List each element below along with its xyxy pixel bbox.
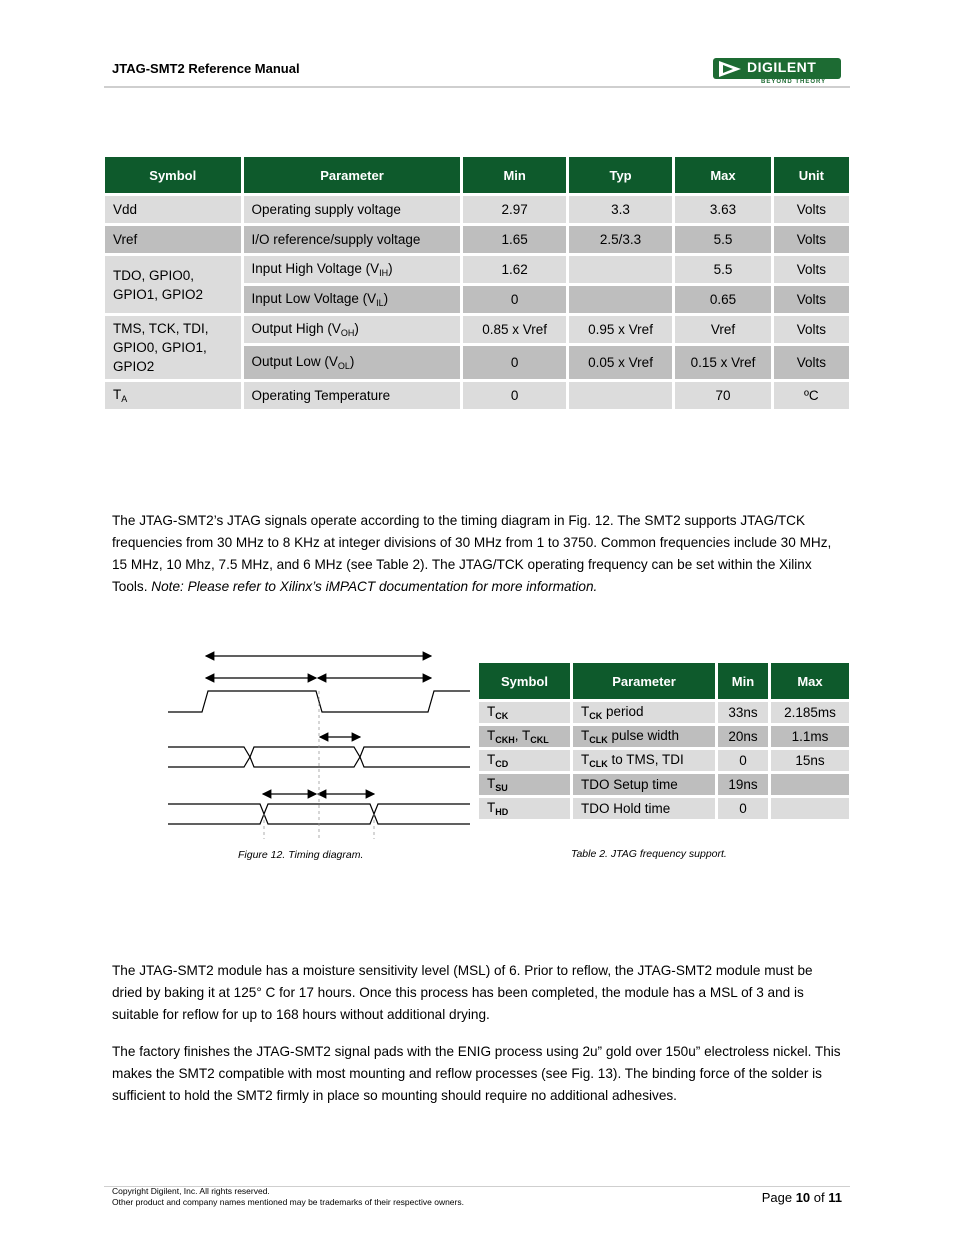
table-row: [479, 750, 849, 771]
table-row: [479, 726, 849, 747]
cell-unit: Volts: [774, 256, 849, 283]
cell-max: 70: [675, 382, 770, 409]
timing-paragraph: The JTAG-SMT2’s JTAG signals operate according to the timing diagram in Fig. 12. The SMT2 supports JTAG/TCK frequencies from 30 MHz to 8 KHz at integer divisions of 30 MHz from 1 to 3750. Common frequencies include 30 MHz, 15 MHz, 10 Mhz, 7.5 MHz, and 6 MHz (see Table 2). The JTAG/TCK operating frequency can be set within the Xilinx Tools. Note: Please refer to Xilinx’s iMPACT documentation for more information.: [112, 513, 832, 594]
enig-paragraph: The factory finishes the JTAG-SMT2 signal pads with the ENIG process using 2u” gold over 150u” electroless nickel. This makes the SMT2 compatible with most mounting and reflow processes (see Fig. 13). The binding force of the solder is sufficient to hold the SMT2 firmly in place so mounting should require no additional adhesives.: [112, 1044, 841, 1103]
cell-typ: [569, 382, 672, 409]
cell-typ: 2.5/3.3: [569, 226, 672, 253]
cell-unit: Volts: [774, 226, 849, 253]
cell-parameter: Output High $(V_{OH})$: [244, 316, 461, 343]
cell-max: 2.185ms: [771, 702, 849, 723]
table-caption: Table 2. JTAG frequency support.: [571, 848, 727, 860]
cell-typ: 0.05 x Vref: [569, 346, 672, 379]
cell-min: 19ns: [718, 774, 768, 795]
cell-min: 33ns: [718, 702, 768, 723]
cell-parameter: Operating Temperature: [244, 382, 461, 409]
cell-symbol: $T_{CKH}$, $T_{CKL}$: [479, 726, 570, 747]
cell-max: 3.63: [675, 196, 770, 223]
col-header-max: Max: [771, 663, 849, 699]
cell-min: 1.62: [463, 256, 565, 283]
cell-typ: [569, 256, 672, 283]
cell-symbol: $T_A$: [105, 382, 241, 409]
cell-max: 5.5: [675, 256, 770, 283]
col-header-symbol: Symbol: [479, 663, 570, 699]
cell-parameter: I/O reference/supply voltage: [244, 226, 461, 253]
cell-min: 0.85 x Vref: [463, 316, 565, 343]
header-rule: [104, 86, 850, 88]
col-header-typ: Typ: [569, 157, 672, 193]
cell-max: 15ns: [771, 750, 849, 771]
cell-parameter: TDO Hold time: [573, 798, 715, 819]
table-header-row: [479, 663, 849, 699]
cell-symbol: $T_{CK}$: [479, 702, 570, 723]
logo-triangle-icon: [717, 59, 745, 79]
col-header-parameter: Parameter: [244, 157, 461, 193]
table-row: [105, 316, 849, 343]
col-header-min: Min: [463, 157, 565, 193]
table-row: [479, 702, 849, 723]
copyright-text: Copyright Digilent, Inc. All rights reserved.: [112, 1186, 270, 1196]
table-header-row: [105, 157, 849, 193]
table-row: [105, 256, 849, 283]
table-row: [479, 774, 849, 795]
table-row: [105, 382, 849, 409]
cell-min: 0: [718, 750, 768, 771]
cell-max: 0.65: [675, 286, 770, 313]
timing-diagram: [166, 644, 472, 844]
cell-typ: 0.95 x Vref: [569, 316, 672, 343]
cell-unit: Volts: [774, 346, 849, 379]
cell-parameter: TDO Setup time: [573, 774, 715, 795]
cell-unit: Volts: [774, 196, 849, 223]
cell-max: 0.15 x Vref: [675, 346, 770, 379]
cell-symbol: $T_{SU}$: [479, 774, 570, 795]
cell-min: 2.97: [463, 196, 565, 223]
cell-max: Vref: [675, 316, 770, 343]
cell-parameter: Output Low $(V_{OL})$: [244, 346, 461, 379]
cell-symbol: Vdd: [105, 196, 241, 223]
col-header-unit: Unit: [774, 157, 849, 193]
table-row: [105, 226, 849, 253]
cell-parameter: $T_{CK}$ period: [573, 702, 715, 723]
col-header-parameter: Parameter: [573, 663, 715, 699]
cell-min: 0: [718, 798, 768, 819]
cell-min: 0: [463, 346, 565, 379]
cell-max: 5.5: [675, 226, 770, 253]
figure-caption: Figure 12. Timing diagram.: [238, 849, 364, 861]
logo-text: DIGILENT: [747, 59, 817, 75]
page-number: Page 10 of 11: [761, 1190, 842, 1205]
logo-tagline: BEYOND THEORY: [761, 79, 827, 85]
cell-symbol: TDO, GPIO0, GPIO1, GPIO2: [105, 256, 241, 313]
jtag-frequency-table: [476, 660, 852, 822]
cell-symbol: $T_{HD}$: [479, 798, 570, 819]
cell-symbol: TMS, TCK, TDI, GPIO0, GPIO1, GPIO2: [105, 316, 241, 379]
cell-unit: ºC: [774, 382, 849, 409]
tck-waveform: [168, 691, 470, 712]
col-header-symbol: Symbol: [105, 157, 241, 193]
trademark-text: Other product and company names mentioned may be trademarks of their respective owners.: [112, 1197, 464, 1207]
col-header-max: Max: [675, 157, 770, 193]
cell-max: 1.1ms: [771, 726, 849, 747]
electrical-spec-table: [102, 154, 852, 412]
document-title: JTAG-SMT2 Reference Manual: [112, 61, 300, 76]
table-row: [479, 798, 849, 819]
note-text: Note: Please refer to Xilinx’s iMPACT documentation for more information.: [151, 579, 598, 594]
cell-min: 0: [463, 286, 565, 313]
cell-parameter: Input Low Voltage $(V_{IL})$: [244, 286, 461, 313]
cell-typ: [569, 286, 672, 313]
digilent-logo: [713, 56, 843, 86]
cell-parameter: $T_{CLK}$ to TMS, TDI: [573, 750, 715, 771]
cell-unit: Volts: [774, 286, 849, 313]
col-header-min: Min: [718, 663, 768, 699]
cell-typ: 3.3: [569, 196, 672, 223]
cell-symbol: $T_{CD}$: [479, 750, 570, 771]
cell-min: 0: [463, 382, 565, 409]
cell-parameter: Operating supply voltage: [244, 196, 461, 223]
cell-parameter: $T_{CLK}$ pulse width: [573, 726, 715, 747]
cell-parameter: Input High Voltage $(V_{IH})$: [244, 256, 461, 283]
table-row: [105, 196, 849, 223]
cell-max: [771, 798, 849, 819]
cell-min: 20ns: [718, 726, 768, 747]
cell-symbol: Vref: [105, 226, 241, 253]
cell-min: 1.65: [463, 226, 565, 253]
cell-max: [771, 774, 849, 795]
msl-paragraph: The JTAG-SMT2 module has a moisture sensitivity level (MSL) of 6. Prior to reflow, the JTAG-SMT2 module must be dried by baking it at 125° C for 17 hours. Once this process has been completed, the module has a MSL of 3 and is suitable for reflow for up to 168 hours without additional drying.: [112, 963, 813, 1022]
cell-unit: Volts: [774, 316, 849, 343]
